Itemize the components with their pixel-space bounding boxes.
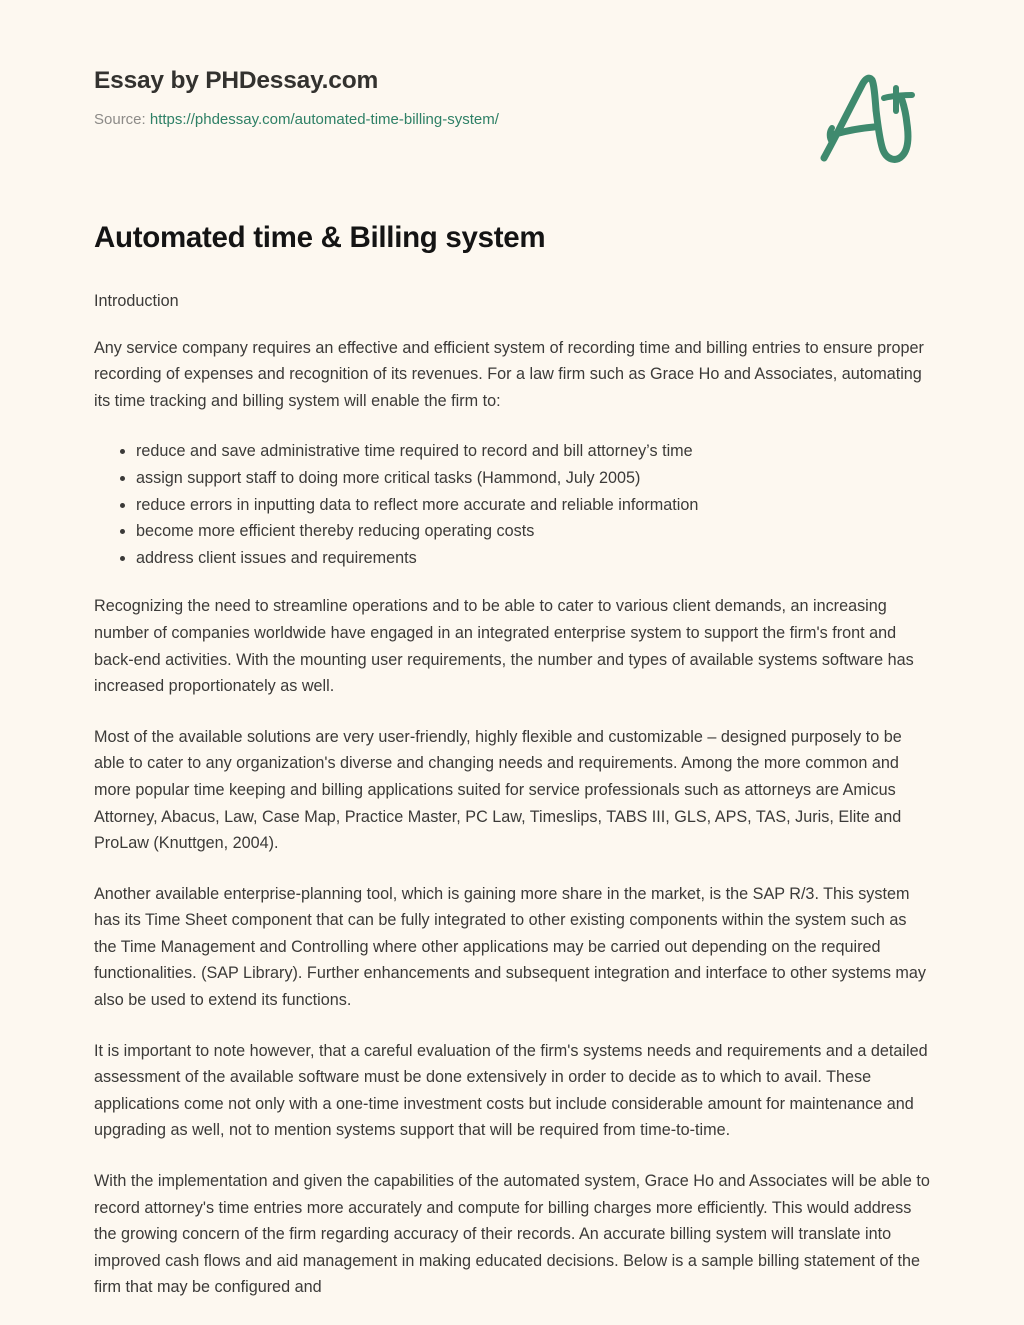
list-item: reduce and save administrative time required to record and bill attorney’s time [94, 438, 932, 465]
source-label: Source: [94, 111, 146, 128]
paragraph-1: Any service company requires an effective and efficient system of recording time and billing entries to ensure proper recording of expenses and recognition of its revenues. For a law firm such as Grace Ho and Associates, automating its time tracking and billing system will enable the firm to: [94, 338, 924, 410]
article-body [94, 218, 932, 1325]
page-title: Automated time & Billing system [94, 221, 546, 254]
list-item: address client issues and requirements [94, 545, 932, 572]
paragraph-5: It is important to note however, that a careful evaluation of the firm's systems needs and requirements and a detailed assessment of the available software must be done extensively in order to decide as to which to avail. These applications come not only with a one-time investment costs but include considerable amount for maintenance and upgrading as well, not to mention systems support that will be required from time-to-time. [94, 1041, 928, 1140]
source-line [94, 110, 930, 130]
paragraph-2: Recognizing the need to streamline operations and to be able to cater to various client demands, an increasing number of companies worldwide have engaged in an integrated enterprise system to support the firm's front and back-end activities. With the mounting user requirements, the number and types of available systems software has increased proportionately as well. [94, 597, 914, 696]
list-item: become more efficient thereby reducing operating costs [94, 518, 932, 545]
brand-title: Essay by PHDessay.com [94, 67, 379, 94]
section-heading-introduction: Introduction [94, 292, 179, 310]
benefits-list [94, 438, 932, 571]
aplus-logo-icon [812, 66, 936, 166]
page-header [94, 66, 930, 130]
paragraph-3: Most of the available solutions are very user-friendly, highly flexible and customizable – designed purposely to be able to cater to any organization's diverse and changing needs and requirements. Among the more common and more popular time keeping and billing applications suited for service professionals such as attorneys are Amicus Attorney, Abacus, Law, Case Map, Practice Master, PC Law, Timeslips, TABS III, GLS, APS, TAS, Juris, Elite and ProLaw (Knuttgen, 2004). [94, 727, 902, 853]
source-url-link[interactable]: https://phdessay.com/automated-time-billing-system/ [149, 111, 499, 128]
paragraph-4: Another available enterprise-planning tool, which is gaining more share in the market, is the SAP R/3. This system has its Time Sheet component that can be fully integrated to other existing components within the system such as the Time Management and Controlling where other applications may be carried out depending on the required functionalities. (SAP Library). Further enhancements and subsequent integration and interface to other systems may also be used to extend its functions. [94, 884, 927, 1010]
aplus-logo [812, 66, 936, 166]
list-item: assign support staff to doing more critical tasks (Hammond, July 2005) [94, 465, 932, 492]
list-item: reduce errors in inputting data to reflect more accurate and reliable information [94, 492, 932, 519]
paragraph-6: With the implementation and given the capabilities of the automated system, Grace Ho and Associates will be able to record attorney's time entries more accurately and compute for billing charges more efficiently. This would address the growing concern of the firm regarding accuracy of their records. An accurate billing system will translate into improved cash flows and aid management in making educated decisions. Below is a sample billing statement of the firm that may be configured and [94, 1172, 930, 1297]
